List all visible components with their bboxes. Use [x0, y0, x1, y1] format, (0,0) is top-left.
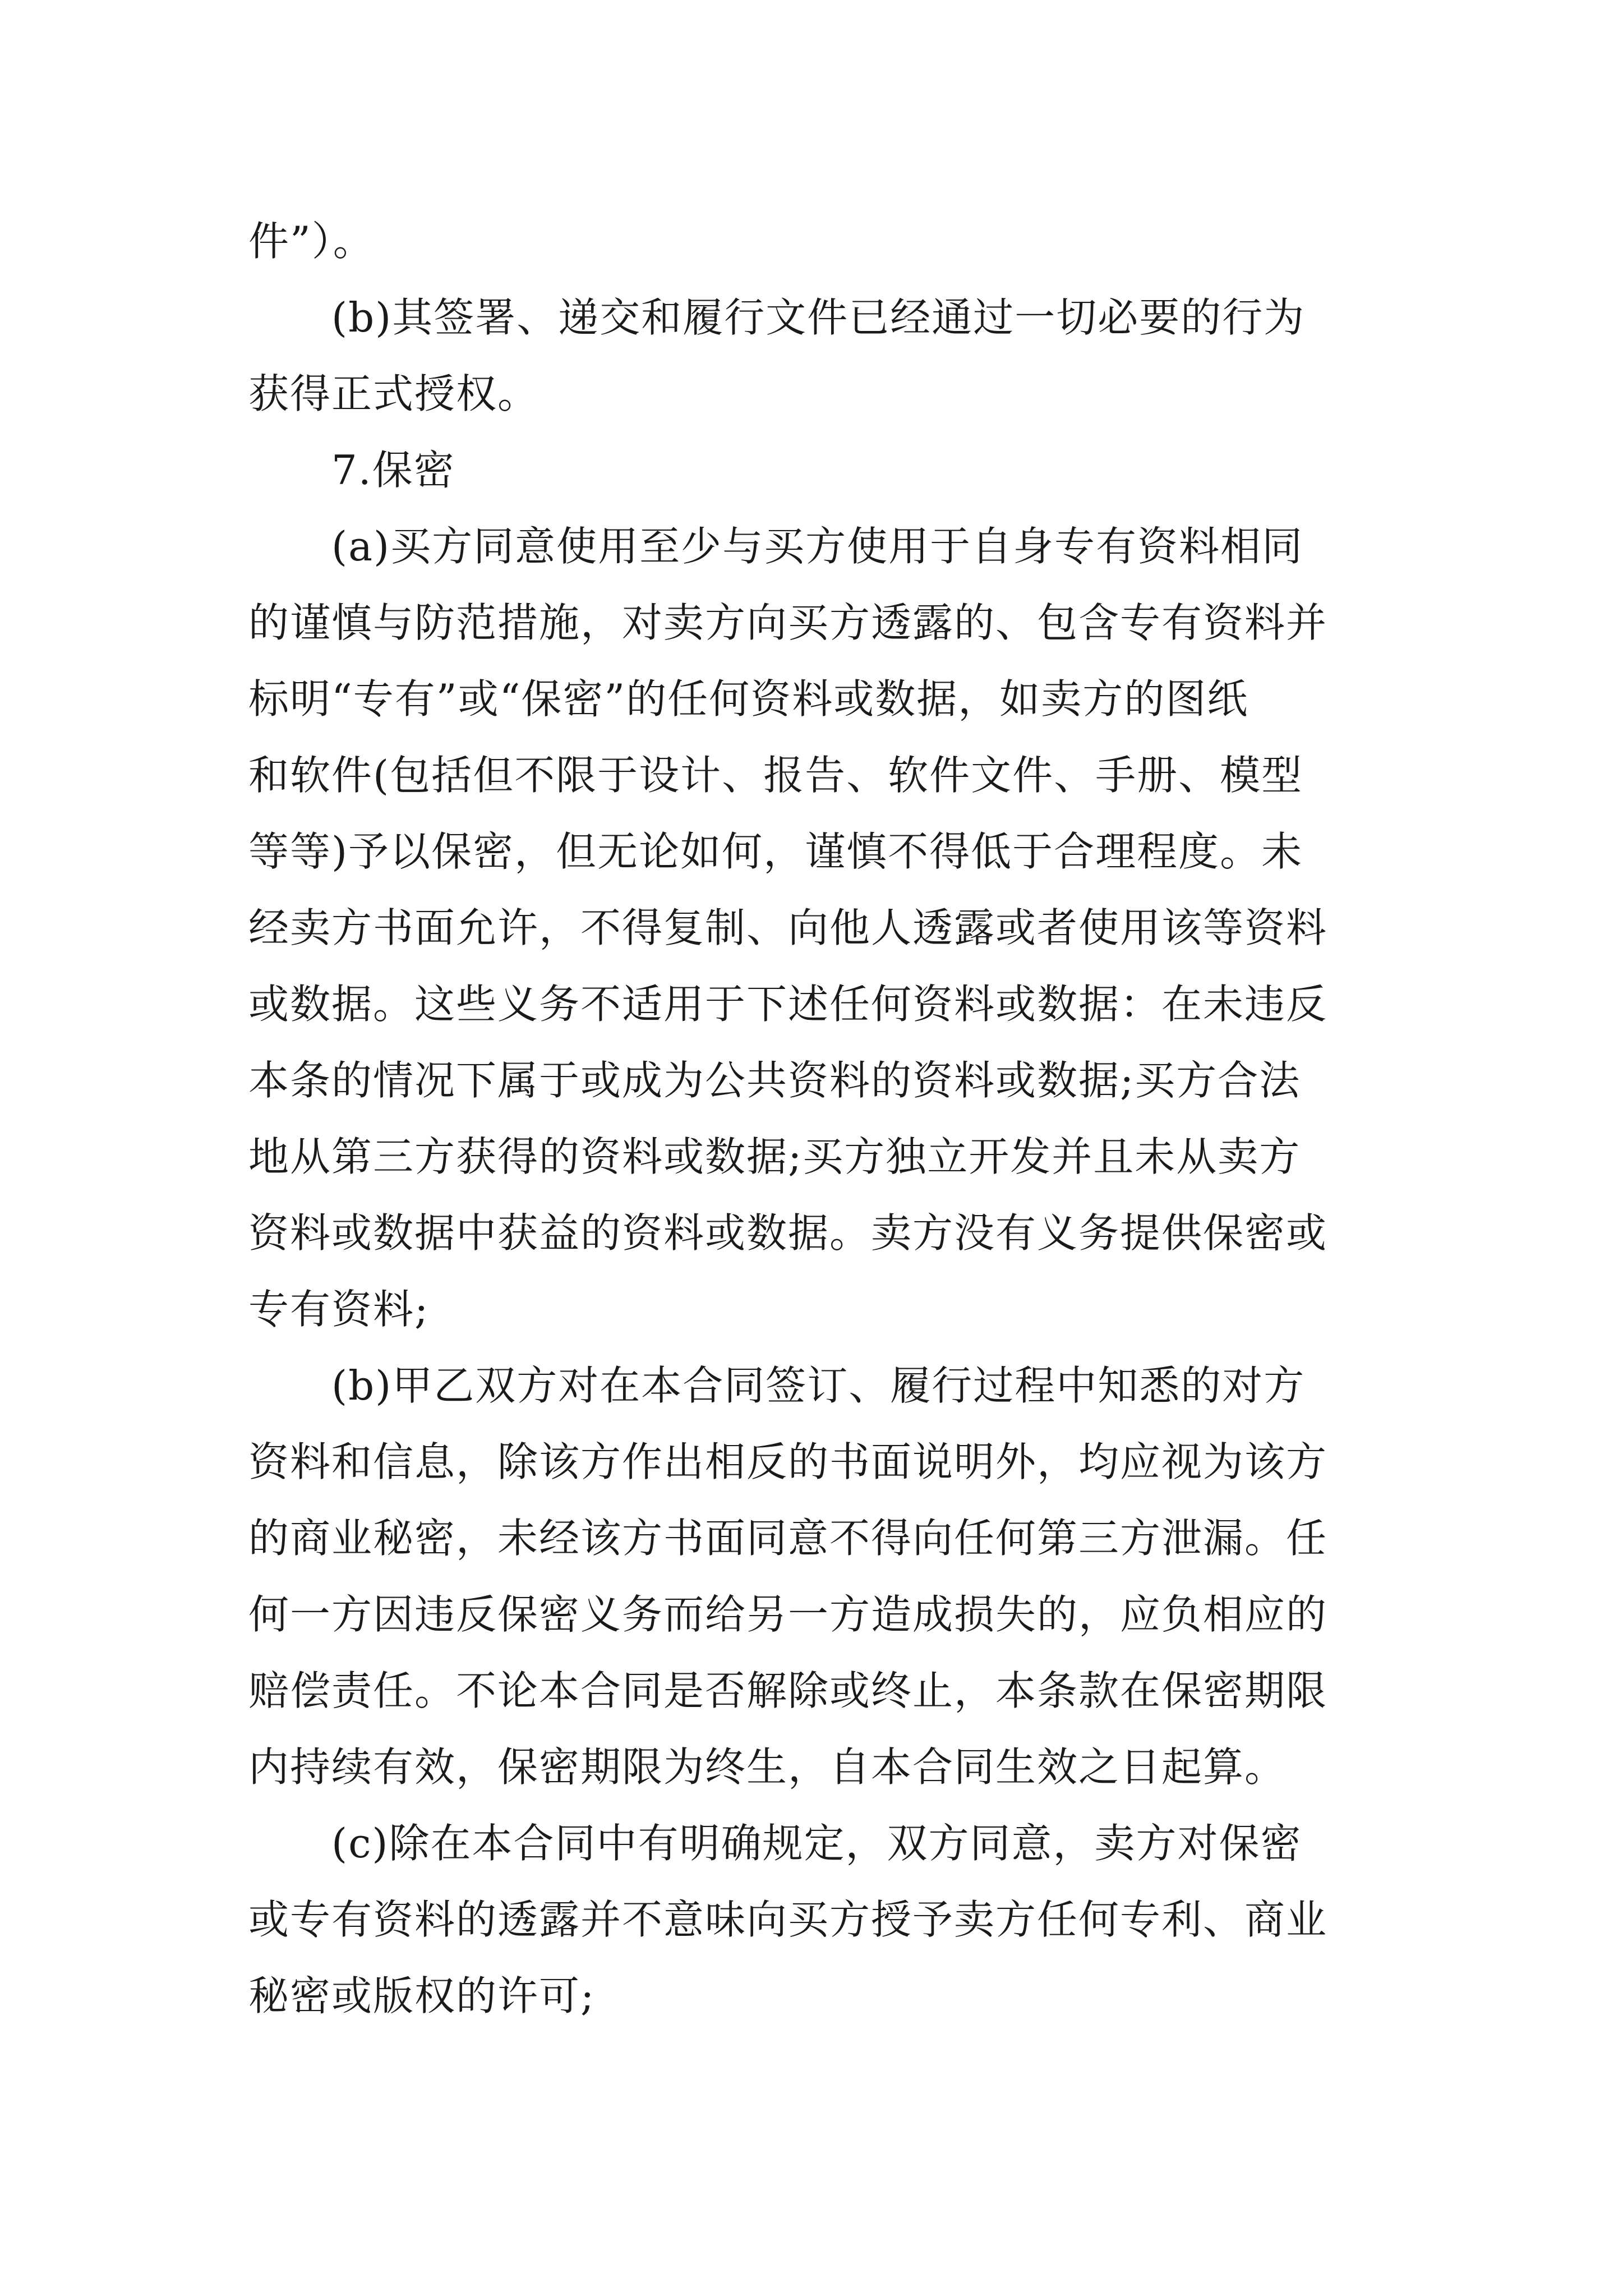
text-line: 经卖方书面允许，不得复制、向他人透露或者使用该等资料: [248, 904, 1328, 951]
text-line: 和软件(包括但不限于设计、报告、软件文件、手册、模型: [248, 752, 1303, 799]
text-line: 资料和信息，除该方作出相反的书面说明外，均应视为该方: [248, 1438, 1328, 1485]
text-line: 秘密或版权的许可;: [248, 1972, 596, 2019]
text-line: 专有资料;: [248, 1286, 430, 1333]
clause-b-line: (b)甲乙双方对在本合同签订、履行过程中知悉的对方: [331, 1362, 1306, 1409]
text-line: 获得正式授权。: [248, 370, 540, 417]
text-line: 地从第三方获得的资料或数据;买方独立开发并且未从卖方: [248, 1133, 1301, 1180]
text-line: 或专有资料的透露并不意味向买方授予卖方任何专利、商业: [248, 1896, 1328, 1943]
text-line: 何一方因违反保密义务而给另一方造成损失的，应负相应的: [248, 1591, 1328, 1638]
text-line: 本条的情况下属于或成为公共资料的资料或数据;买方合法: [248, 1057, 1301, 1104]
text-line: 的谨慎与防范措施，对卖方向买方透露的、包含专有资料并: [248, 599, 1328, 646]
text-line: 或数据。这些义务不适用于下述任何资料或数据：在未违反: [248, 981, 1328, 1028]
clause-a-line: (a)买方同意使用至少与买方使用于自身专有资料相同: [331, 523, 1304, 570]
document-body: [248, 203, 1370, 2034]
text-line: 的商业秘密，未经该方书面同意不得向任何第三方泄漏。任: [248, 1515, 1328, 1562]
text-line: 内持续有效，保密期限为终生，自本合同生效之日起算。: [248, 1743, 1287, 1791]
clause-c-line: (c)除在本合同中有明确规定，双方同意，卖方对保密: [331, 1820, 1302, 1867]
text-line: 赔偿责任。不论本合同是否解除或终止，本条款在保密期限: [248, 1667, 1328, 1714]
text-line: 标明“专有”或“保密”的任何资料或数据，如卖方的图纸: [248, 675, 1249, 723]
text-line: 件”）。: [248, 218, 375, 265]
paragraph-b-signing-line: (b)其签署、递交和履行文件已经通过一切必要的行为: [331, 294, 1306, 341]
text-line: 资料或数据中获益的资料或数据。卖方没有义务提供保密或: [248, 1209, 1328, 1257]
text-line: 等等)予以保密，但无论如何，谨慎不得低于合理程度。未: [248, 828, 1303, 875]
section-heading-confidentiality: 7.保密: [331, 447, 455, 494]
